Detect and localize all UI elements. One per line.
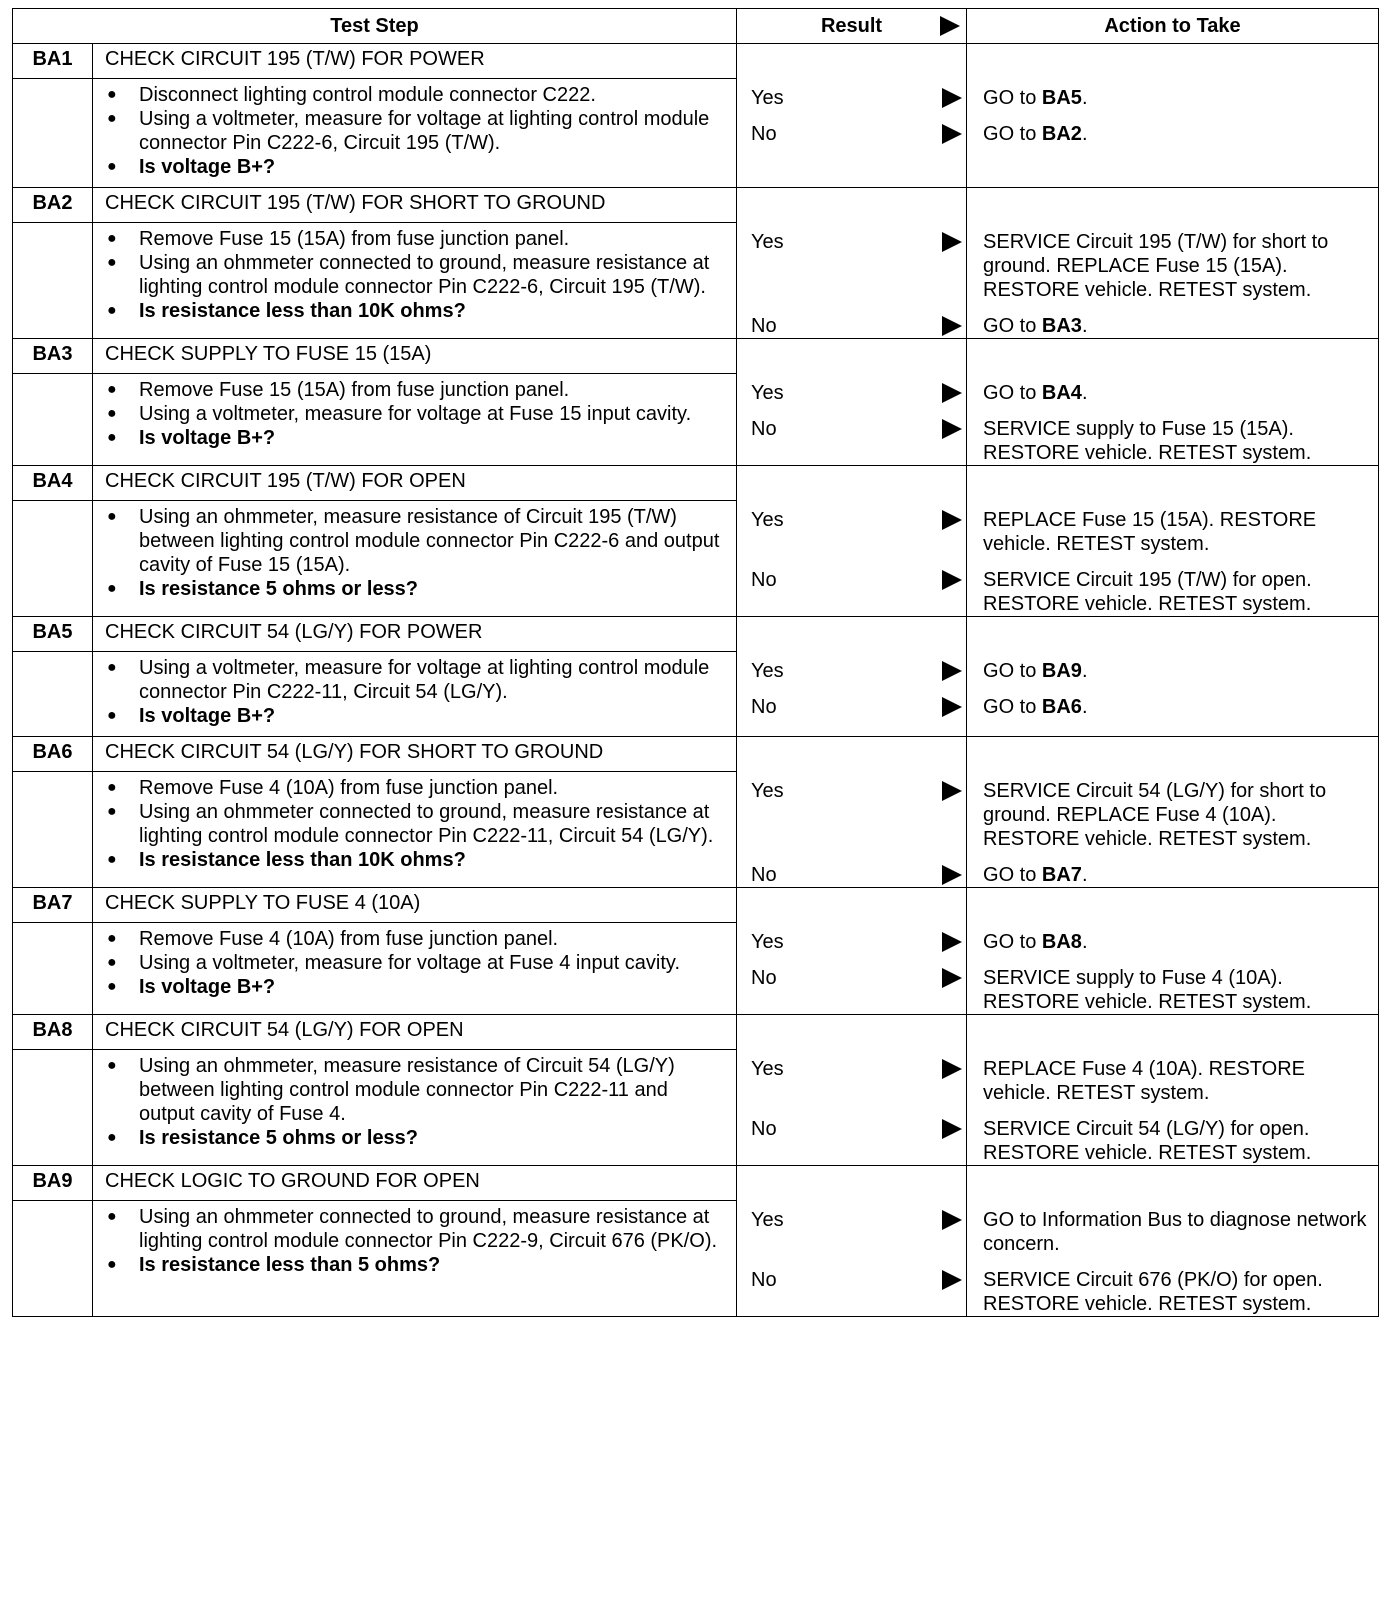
action-target-step: BA5 xyxy=(1041,87,1082,109)
action-text xyxy=(967,695,1378,719)
instruction-list xyxy=(103,505,726,601)
table-header-row xyxy=(13,9,1379,44)
action-text-part: SERVICE Circuit 195 (T/W) for open. RESTORE vehicle. RETEST system. xyxy=(983,569,1312,615)
action-text-part: REPLACE Fuse 4 (10A). RESTORE vehicle. RETEST system. xyxy=(983,1058,1305,1104)
step-instructions xyxy=(93,79,737,188)
instruction-item: ● Disconnect lighting control module connector C222. xyxy=(103,83,726,107)
test-question: ● Is resistance 5 ohms or less? xyxy=(103,577,726,601)
result-value: No xyxy=(751,864,777,886)
instruction-list xyxy=(103,1205,726,1277)
arrow-right-icon xyxy=(942,932,962,952)
diagnostic-table-page xyxy=(12,8,1378,1317)
step-id: BA4 xyxy=(13,466,93,501)
action-text-part: GO to xyxy=(983,87,1042,109)
arrow-right-icon xyxy=(942,316,962,336)
result-line xyxy=(737,381,966,405)
action-cell xyxy=(967,888,1379,1015)
result-value: No xyxy=(751,569,777,591)
step-title: CHECK LOGIC TO GROUND FOR OPEN xyxy=(93,1166,737,1201)
arrow-right-icon xyxy=(942,781,962,801)
action-cell xyxy=(967,339,1379,466)
instruction-item: ● Using an ohmmeter connected to ground, measure resistance at lighting control module connector Pin C222-11, Circuit 54 (LG/Y). xyxy=(103,800,726,848)
action-target-step: BA3 xyxy=(1041,315,1082,337)
step-title-row xyxy=(13,737,1379,772)
arrow-right-icon xyxy=(942,697,962,717)
result-value: No xyxy=(751,696,777,718)
action-cell xyxy=(967,466,1379,617)
step-title: CHECK CIRCUIT 54 (LG/Y) FOR POWER xyxy=(93,617,737,652)
result-cell xyxy=(737,339,967,466)
result-cell xyxy=(737,1015,967,1166)
step-id: BA7 xyxy=(13,888,93,923)
instruction-item: ● Using a voltmeter, measure for voltage at Fuse 4 input cavity. xyxy=(103,951,726,975)
action-text-end: . xyxy=(1081,123,1088,145)
step-id-spacer xyxy=(13,223,93,339)
step-instructions xyxy=(93,1201,737,1317)
step-id: BA2 xyxy=(13,188,93,223)
result-value: Yes xyxy=(751,509,784,531)
instruction-list xyxy=(103,927,726,999)
instruction-item: ● Remove Fuse 15 (15A) from fuse junction panel. xyxy=(103,227,726,251)
arrow-right-icon xyxy=(942,865,962,885)
result-line xyxy=(737,508,966,532)
step-title-row xyxy=(13,188,1379,223)
action-text-end: . xyxy=(1081,931,1088,953)
instruction-item: ● Using an ohmmeter, measure resistance of Circuit 54 (LG/Y) between lighting control module connector Pin C222-11 and output cavity of Fuse 4. xyxy=(103,1054,726,1126)
action-text-end: . xyxy=(1081,382,1088,404)
action-text-part: SERVICE supply to Fuse 4 (10A). RESTORE vehicle. RETEST system. xyxy=(983,967,1312,1013)
test-question: ● Is resistance less than 10K ohms? xyxy=(103,299,726,323)
test-question: ● Is voltage B+? xyxy=(103,975,726,999)
step-id: BA9 xyxy=(13,1166,93,1201)
action-header: Action to Take xyxy=(967,9,1379,44)
result-line xyxy=(737,568,966,592)
step-instructions xyxy=(93,923,737,1015)
action-text xyxy=(967,930,1378,954)
action-text-part: GO to xyxy=(983,123,1042,145)
step-title-row xyxy=(13,1166,1379,1201)
step-title: CHECK CIRCUIT 54 (LG/Y) FOR OPEN xyxy=(93,1015,737,1050)
result-value: No xyxy=(751,418,777,440)
step-id-spacer xyxy=(13,1201,93,1317)
action-text-end: . xyxy=(1081,315,1088,337)
action-cell xyxy=(967,188,1379,339)
action-text-part: REPLACE Fuse 15 (15A). RESTORE vehicle. RETEST system. xyxy=(983,509,1317,555)
step-title-row xyxy=(13,1015,1379,1050)
step-title-row xyxy=(13,617,1379,652)
result-value: Yes xyxy=(751,1058,784,1080)
action-text xyxy=(967,659,1378,683)
action-cell xyxy=(967,617,1379,737)
result-line xyxy=(737,1117,966,1141)
test-question: ● Is resistance less than 10K ohms? xyxy=(103,848,726,872)
arrow-right-icon xyxy=(942,661,962,681)
result-cell xyxy=(737,888,967,1015)
step-id-spacer xyxy=(13,923,93,1015)
action-text xyxy=(967,314,1378,338)
step-instructions xyxy=(93,652,737,737)
arrow-right-icon xyxy=(942,419,962,439)
test-question: ● Is resistance 5 ohms or less? xyxy=(103,1126,726,1150)
arrow-right-icon xyxy=(942,510,962,530)
action-target-step: BA6 xyxy=(1041,696,1082,718)
step-id: BA8 xyxy=(13,1015,93,1050)
action-text-part: GO to xyxy=(983,660,1042,682)
result-line xyxy=(737,1057,966,1081)
result-cell xyxy=(737,617,967,737)
step-instructions xyxy=(93,1050,737,1166)
action-text xyxy=(967,381,1378,405)
step-title: CHECK SUPPLY TO FUSE 4 (10A) xyxy=(93,888,737,923)
instruction-item: ● Remove Fuse 15 (15A) from fuse junction panel. xyxy=(103,378,726,402)
test-question: ● Is voltage B+? xyxy=(103,704,726,728)
arrow-right-icon xyxy=(942,1270,962,1290)
action-target-step: BA8 xyxy=(1041,931,1082,953)
pinpoint-test-table xyxy=(12,8,1379,1317)
result-cell xyxy=(737,466,967,617)
result-value: Yes xyxy=(751,382,784,404)
result-cell xyxy=(737,44,967,188)
action-target-step: BA4 xyxy=(1041,382,1082,404)
step-instructions xyxy=(93,374,737,466)
result-line xyxy=(737,779,966,803)
action-text-part: SERVICE Circuit 195 (T/W) for short to ground. REPLACE Fuse 15 (15A). RESTORE vehicle. RETEST system. xyxy=(983,231,1329,301)
step-id-spacer xyxy=(13,652,93,737)
action-text xyxy=(967,417,1378,465)
result-line xyxy=(737,695,966,719)
action-text xyxy=(967,1268,1378,1316)
action-text xyxy=(967,1117,1378,1165)
instruction-list xyxy=(103,776,726,872)
arrow-right-icon xyxy=(940,16,960,36)
step-title: CHECK SUPPLY TO FUSE 15 (15A) xyxy=(93,339,737,374)
result-value: No xyxy=(751,123,777,145)
step-title: CHECK CIRCUIT 195 (T/W) FOR SHORT TO GROUND xyxy=(93,188,737,223)
instruction-item: ● Using a voltmeter, measure for voltage at lighting control module connector Pin C222-6, Circuit 195 (T/W). xyxy=(103,107,726,155)
result-line xyxy=(737,122,966,146)
result-value: Yes xyxy=(751,87,784,109)
step-title-row xyxy=(13,44,1379,79)
action-text xyxy=(967,230,1378,302)
step-id-spacer xyxy=(13,374,93,466)
result-line xyxy=(737,966,966,990)
step-id: BA3 xyxy=(13,339,93,374)
step-id-spacer xyxy=(13,1050,93,1166)
result-value: No xyxy=(751,315,777,337)
action-text xyxy=(967,568,1378,616)
action-text-part: GO to xyxy=(983,931,1042,953)
action-text xyxy=(967,86,1378,110)
instruction-list xyxy=(103,656,726,728)
step-title: CHECK CIRCUIT 195 (T/W) FOR OPEN xyxy=(93,466,737,501)
result-cell xyxy=(737,737,967,888)
step-id: BA1 xyxy=(13,44,93,79)
action-cell xyxy=(967,1015,1379,1166)
step-id-spacer xyxy=(13,501,93,617)
instruction-list xyxy=(103,227,726,323)
action-text-part: SERVICE Circuit 54 (LG/Y) for open. RESTORE vehicle. RETEST system. xyxy=(983,1118,1312,1164)
action-cell xyxy=(967,44,1379,188)
result-line xyxy=(737,86,966,110)
arrow-right-icon xyxy=(942,1210,962,1230)
test-question: ● Is voltage B+? xyxy=(103,155,726,179)
result-line xyxy=(737,417,966,441)
result-line xyxy=(737,314,966,338)
action-target-step: BA7 xyxy=(1041,864,1082,886)
result-header xyxy=(737,9,967,44)
instruction-item: ● Using an ohmmeter, measure resistance of Circuit 195 (T/W) between lighting control module connector Pin C222-6 and output cavity of Fuse 15 (15A). xyxy=(103,505,726,577)
action-text xyxy=(967,1057,1378,1105)
arrow-right-icon xyxy=(942,88,962,108)
action-text-part: GO to xyxy=(983,864,1042,886)
action-text xyxy=(967,863,1378,887)
instruction-item: ● Using an ohmmeter connected to ground, measure resistance at lighting control module connector Pin C222-9, Circuit 676 (PK/O). xyxy=(103,1205,726,1253)
action-cell xyxy=(967,737,1379,888)
result-line xyxy=(737,1268,966,1292)
step-title-row xyxy=(13,466,1379,501)
action-text xyxy=(967,779,1378,851)
action-text-part: GO to xyxy=(983,696,1042,718)
action-target-step: BA9 xyxy=(1041,660,1082,682)
action-text-part: SERVICE Circuit 676 (PK/O) for open. RESTORE vehicle. RETEST system. xyxy=(983,1269,1323,1315)
table-body xyxy=(13,44,1379,1317)
action-text-part: GO to xyxy=(983,382,1042,404)
result-value: Yes xyxy=(751,660,784,682)
step-title-row xyxy=(13,888,1379,923)
instruction-item: ● Using a voltmeter, measure for voltage at lighting control module connector Pin C222-11, Circuit 54 (LG/Y). xyxy=(103,656,726,704)
step-instructions xyxy=(93,501,737,617)
arrow-right-icon xyxy=(942,232,962,252)
result-value: Yes xyxy=(751,931,784,953)
step-title: CHECK CIRCUIT 195 (T/W) FOR POWER xyxy=(93,44,737,79)
instruction-item: ● Using a voltmeter, measure for voltage at Fuse 15 input cavity. xyxy=(103,402,726,426)
result-cell xyxy=(737,1166,967,1317)
action-text xyxy=(967,122,1378,146)
instruction-item: ● Remove Fuse 4 (10A) from fuse junction panel. xyxy=(103,927,726,951)
arrow-right-icon xyxy=(942,1119,962,1139)
step-instructions xyxy=(93,223,737,339)
arrow-right-icon xyxy=(942,1059,962,1079)
action-target-step: BA2 xyxy=(1041,123,1082,145)
action-text xyxy=(967,966,1378,1014)
step-title-row xyxy=(13,339,1379,374)
action-text-end: . xyxy=(1081,87,1088,109)
action-text-part: SERVICE Circuit 54 (LG/Y) for short to ground. REPLACE Fuse 4 (10A). RESTORE vehicle. RETEST system. xyxy=(983,780,1327,850)
action-text-end: . xyxy=(1081,660,1088,682)
result-line xyxy=(737,659,966,683)
action-cell xyxy=(967,1166,1379,1317)
step-title: CHECK CIRCUIT 54 (LG/Y) FOR SHORT TO GROUND xyxy=(93,737,737,772)
action-text xyxy=(967,1208,1378,1256)
result-value: No xyxy=(751,1118,777,1140)
result-value: Yes xyxy=(751,780,784,802)
result-line xyxy=(737,230,966,254)
arrow-right-icon xyxy=(942,124,962,144)
result-line xyxy=(737,1208,966,1232)
step-id-spacer xyxy=(13,772,93,888)
result-value: No xyxy=(751,1269,777,1291)
step-id: BA5 xyxy=(13,617,93,652)
step-id: BA6 xyxy=(13,737,93,772)
instruction-list xyxy=(103,1054,726,1150)
result-value: Yes xyxy=(751,1209,784,1231)
instruction-item: ● Remove Fuse 4 (10A) from fuse junction panel. xyxy=(103,776,726,800)
action-text-part: GO to Information Bus to diagnose network concern. xyxy=(983,1209,1367,1255)
arrow-right-icon xyxy=(942,570,962,590)
result-line xyxy=(737,863,966,887)
step-instructions xyxy=(93,772,737,888)
result-header-label: Result xyxy=(820,14,883,37)
result-value: Yes xyxy=(751,231,784,253)
instruction-list xyxy=(103,83,726,179)
test-question: ● Is voltage B+? xyxy=(103,426,726,450)
action-text-part: GO to xyxy=(983,315,1042,337)
test-question: ● Is resistance less than 5 ohms? xyxy=(103,1253,726,1277)
result-line xyxy=(737,930,966,954)
step-id-spacer xyxy=(13,79,93,188)
arrow-right-icon xyxy=(942,383,962,403)
result-cell xyxy=(737,188,967,339)
instruction-list xyxy=(103,378,726,450)
test-step-header: Test Step xyxy=(13,9,737,44)
action-text-part: SERVICE supply to Fuse 15 (15A). RESTORE vehicle. RETEST system. xyxy=(983,418,1312,464)
arrow-right-icon xyxy=(942,968,962,988)
action-text-end: . xyxy=(1081,696,1088,718)
result-value: No xyxy=(751,967,777,989)
action-text xyxy=(967,508,1378,556)
instruction-item: ● Using an ohmmeter connected to ground, measure resistance at lighting control module connector Pin C222-6, Circuit 195 (T/W). xyxy=(103,251,726,299)
action-text-end: . xyxy=(1081,864,1088,886)
